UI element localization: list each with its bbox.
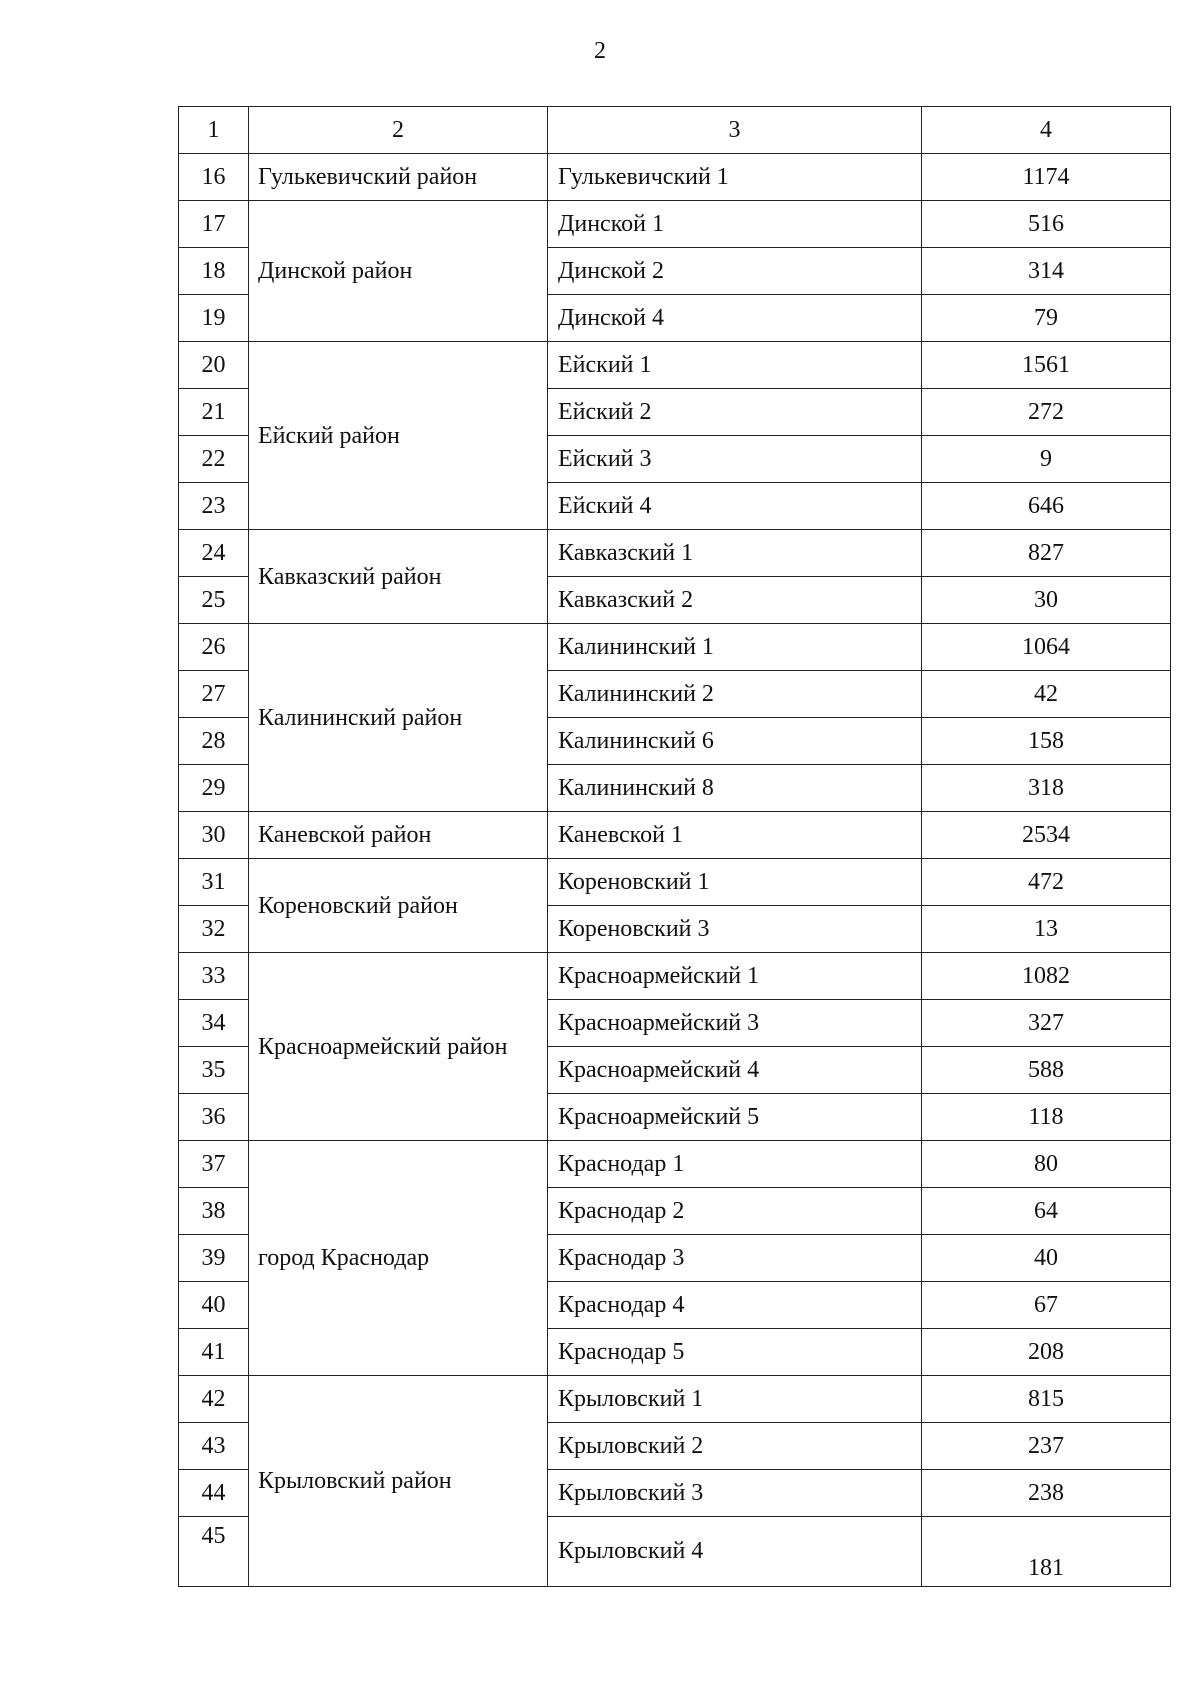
value-cell: 158 [922,718,1171,765]
row-number-cell: 19 [179,295,249,342]
entity-name-cell: Кавказский 1 [548,530,922,577]
column-header-1: 1 [179,107,249,154]
value-cell: 815 [922,1376,1171,1423]
row-number-cell: 33 [179,953,249,1000]
row-number-cell: 45 [179,1517,249,1587]
table-row [179,1141,1171,1188]
entity-name-cell: Кореновский 1 [548,859,922,906]
entity-name-cell: Ейский 2 [548,389,922,436]
entity-name-cell: Краснодар 3 [548,1235,922,1282]
table-header-row [179,107,1171,154]
row-number-cell: 38 [179,1188,249,1235]
row-number-cell: 35 [179,1047,249,1094]
entity-name-cell: Краснодар 4 [548,1282,922,1329]
value-cell: 40 [922,1235,1171,1282]
entity-name-cell: Каневской 1 [548,812,922,859]
entity-name-cell: Кавказский 2 [548,577,922,624]
entity-name-cell: Кореновский 3 [548,906,922,953]
row-number-cell: 18 [179,248,249,295]
entity-name-cell: Калининский 6 [548,718,922,765]
value-cell: 827 [922,530,1171,577]
entity-name-cell: Краснодар 1 [548,1141,922,1188]
table-body [179,107,1171,1587]
row-number-cell: 37 [179,1141,249,1188]
district-cell: Кавказский район [249,530,548,624]
table-row [179,154,1171,201]
column-header-3: 3 [548,107,922,154]
value-cell: 238 [922,1470,1171,1517]
value-cell: 646 [922,483,1171,530]
column-header-2: 2 [249,107,548,154]
value-cell: 9 [922,436,1171,483]
table-row [179,530,1171,577]
row-number-cell: 36 [179,1094,249,1141]
table-row [179,342,1171,389]
table-row [179,624,1171,671]
entity-name-cell: Динской 4 [548,295,922,342]
district-cell: Калининский район [249,624,548,812]
row-number-cell: 44 [179,1470,249,1517]
value-cell: 13 [922,906,1171,953]
district-cell: Красноармейский район [249,953,548,1141]
entity-name-cell: Красноармейский 3 [548,1000,922,1047]
row-number-cell: 16 [179,154,249,201]
table-row [179,1376,1171,1423]
row-number-cell: 40 [179,1282,249,1329]
entity-name-cell: Ейский 4 [548,483,922,530]
row-number-cell: 39 [179,1235,249,1282]
entity-name-cell: Крыловский 3 [548,1470,922,1517]
value-cell: 1174 [922,154,1171,201]
row-number-cell: 41 [179,1329,249,1376]
value-cell: 79 [922,295,1171,342]
value-cell: 64 [922,1188,1171,1235]
row-number-cell: 32 [179,906,249,953]
district-cell: Крыловский район [249,1376,548,1587]
entity-name-cell: Калининский 2 [548,671,922,718]
table-row [179,953,1171,1000]
value-cell: 472 [922,859,1171,906]
value-cell: 2534 [922,812,1171,859]
row-number-cell: 26 [179,624,249,671]
row-number-cell: 34 [179,1000,249,1047]
value-cell: 1064 [922,624,1171,671]
entity-name-cell: Крыловский 2 [548,1423,922,1470]
value-cell: 181 [922,1517,1171,1587]
entity-name-cell: Крыловский 1 [548,1376,922,1423]
entity-name-cell: Красноармейский 4 [548,1047,922,1094]
value-cell: 80 [922,1141,1171,1188]
entity-name-cell: Гулькевичский 1 [548,154,922,201]
entity-name-cell: Ейский 1 [548,342,922,389]
value-cell: 1561 [922,342,1171,389]
district-cell: Динской район [249,201,548,342]
value-cell: 588 [922,1047,1171,1094]
row-number-cell: 31 [179,859,249,906]
row-number-cell: 29 [179,765,249,812]
value-cell: 67 [922,1282,1171,1329]
entity-name-cell: Калининский 1 [548,624,922,671]
entity-name-cell: Краснодар 5 [548,1329,922,1376]
entity-name-cell: Крыловский 4 [548,1517,922,1587]
value-cell: 42 [922,671,1171,718]
row-number-cell: 25 [179,577,249,624]
row-number-cell: 28 [179,718,249,765]
row-number-cell: 22 [179,436,249,483]
table-row [179,812,1171,859]
district-cell: Гулькевичский район [249,154,548,201]
entity-name-cell: Красноармейский 1 [548,953,922,1000]
value-cell: 516 [922,201,1171,248]
district-table [178,106,1171,1587]
row-number-cell: 30 [179,812,249,859]
value-cell: 237 [922,1423,1171,1470]
entity-name-cell: Краснодар 2 [548,1188,922,1235]
district-cell: город Краснодар [249,1141,548,1376]
value-cell: 118 [922,1094,1171,1141]
district-cell: Ейский район [249,342,548,530]
entity-name-cell: Калининский 8 [548,765,922,812]
entity-name-cell: Динской 1 [548,201,922,248]
row-number-cell: 43 [179,1423,249,1470]
entity-name-cell: Красноармейский 5 [548,1094,922,1141]
district-cell: Каневской район [249,812,548,859]
district-cell: Кореновский район [249,859,548,953]
value-cell: 208 [922,1329,1171,1376]
entity-name-cell: Динской 2 [548,248,922,295]
row-number-cell: 23 [179,483,249,530]
value-cell: 314 [922,248,1171,295]
value-cell: 30 [922,577,1171,624]
entity-name-cell: Ейский 3 [548,436,922,483]
value-cell: 318 [922,765,1171,812]
column-header-4: 4 [922,107,1171,154]
table-row [179,201,1171,248]
row-number-cell: 24 [179,530,249,577]
row-number-cell: 21 [179,389,249,436]
row-number-cell: 20 [179,342,249,389]
value-cell: 1082 [922,953,1171,1000]
row-number-cell: 17 [179,201,249,248]
table-row [179,859,1171,906]
value-cell: 272 [922,389,1171,436]
value-cell: 327 [922,1000,1171,1047]
row-number-cell: 42 [179,1376,249,1423]
page-number: 2 [594,38,606,64]
row-number-cell: 27 [179,671,249,718]
